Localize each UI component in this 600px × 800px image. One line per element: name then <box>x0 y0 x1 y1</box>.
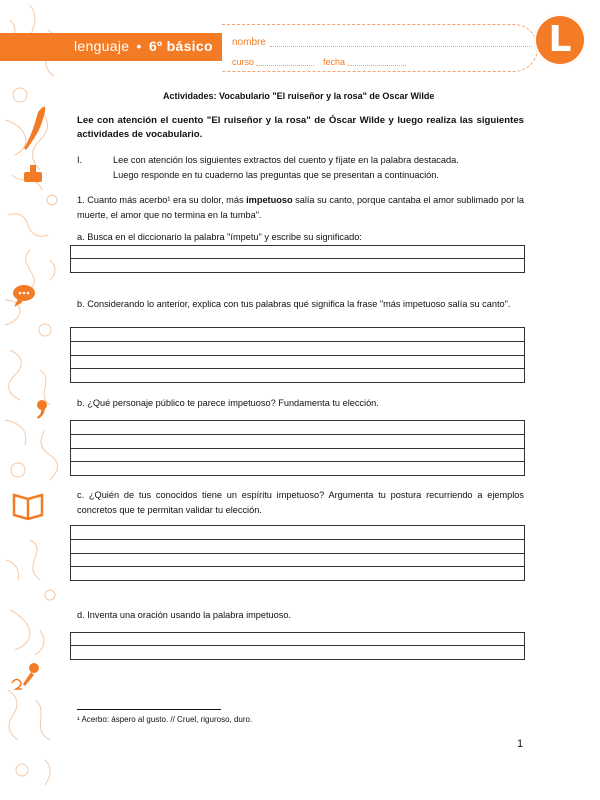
footnote-divider <box>77 709 221 710</box>
stamp-icon <box>24 165 42 182</box>
nombre-label: nombre <box>232 37 266 48</box>
question-d: d. Inventa una oración usando la palabra impetuoso. <box>77 610 292 620</box>
bullet-separator: • <box>136 38 142 54</box>
question-b2: b. ¿Qué personaje público te parece impetuoso? Fundamenta tu elección. <box>77 398 379 408</box>
answer-box-a[interactable] <box>70 245 525 273</box>
book-icon <box>14 495 42 519</box>
intro-text: Lee con atención el cuento "El ruiseñor y la rosa" de Óscar Wilde y luego realiza las siguientes actividades de vocabulario. <box>77 115 524 140</box>
page-title: Actividades: Vocabulario "El ruiseñor y la rosa" de Oscar Wilde <box>163 91 435 101</box>
feather-icon <box>24 107 45 150</box>
answer-line[interactable] <box>71 246 524 259</box>
decorative-margin <box>0 0 68 800</box>
quote-after: salía su canto, porque cantaba el amor sublimado por la muerte, el amor que no termina en la tumba". <box>77 195 525 220</box>
page-number: 1 <box>517 738 524 750</box>
quote-paragraph <box>77 193 524 223</box>
section-instruction-1: Lee con atención los siguientes extractos del cuento y fíjate en la palabra destacada. <box>113 155 459 165</box>
answer-box-c[interactable] <box>70 525 525 581</box>
answer-line[interactable] <box>71 567 524 580</box>
microphone-icon <box>12 663 39 689</box>
grade-label: 6º básico <box>148 38 213 54</box>
question-b: b. Considerando lo anterior, explica con tus palabras qué significa la frase "más impetuoso salía su canto". <box>77 299 511 309</box>
nombre-field[interactable] <box>270 46 532 47</box>
answer-line[interactable] <box>71 554 524 567</box>
speech-bubble-icon <box>13 285 35 307</box>
answer-box-b[interactable] <box>70 327 525 383</box>
answer-line[interactable] <box>71 356 524 369</box>
fecha-field[interactable] <box>348 65 406 66</box>
answer-box-d[interactable] <box>70 632 525 660</box>
answer-line[interactable] <box>71 369 524 382</box>
answer-line[interactable] <box>71 540 524 554</box>
logo-letter: L <box>548 19 572 60</box>
answer-line[interactable] <box>71 342 524 356</box>
answer-line[interactable] <box>71 449 524 462</box>
fecha-label: fecha <box>323 57 346 67</box>
subject-grade-label <box>74 38 213 54</box>
question-c: c. ¿Quién de tus conocidos tiene un espíritu impetuoso? Argumenta tu postura recurriendo a ejemplos concretos que te permitan validar tu elección. <box>77 490 524 515</box>
footnote: ¹ Acerbo: áspero al gusto. // Cruel, riguroso, duro. <box>77 715 253 724</box>
answer-line[interactable] <box>71 421 524 435</box>
answer-box-b2[interactable] <box>70 420 525 476</box>
answer-line[interactable] <box>71 259 524 272</box>
quote-highlighted-word: impetuoso <box>246 195 293 205</box>
subject-label: lenguaje <box>74 38 130 54</box>
section-instruction-2: Luego responde en tu cuaderno las preguntas que se presentan a continuación. <box>113 170 439 180</box>
answer-line[interactable] <box>71 646 524 659</box>
section-number: I. <box>77 155 83 165</box>
answer-line[interactable] <box>71 633 524 646</box>
curso-field[interactable] <box>256 65 314 66</box>
question-a: a. Busca en el diccionario la palabra "ímpetu" y escribe su significado: <box>77 232 362 242</box>
answer-line[interactable] <box>71 328 524 342</box>
answer-line[interactable] <box>71 526 524 540</box>
comma-icon <box>37 400 47 419</box>
answer-line[interactable] <box>71 462 524 475</box>
quote-before: 1. Cuanto más acerbo¹ era su dolor, más <box>77 195 247 205</box>
curso-label: curso <box>232 57 255 67</box>
answer-line[interactable] <box>71 435 524 449</box>
language-logo <box>534 14 586 66</box>
